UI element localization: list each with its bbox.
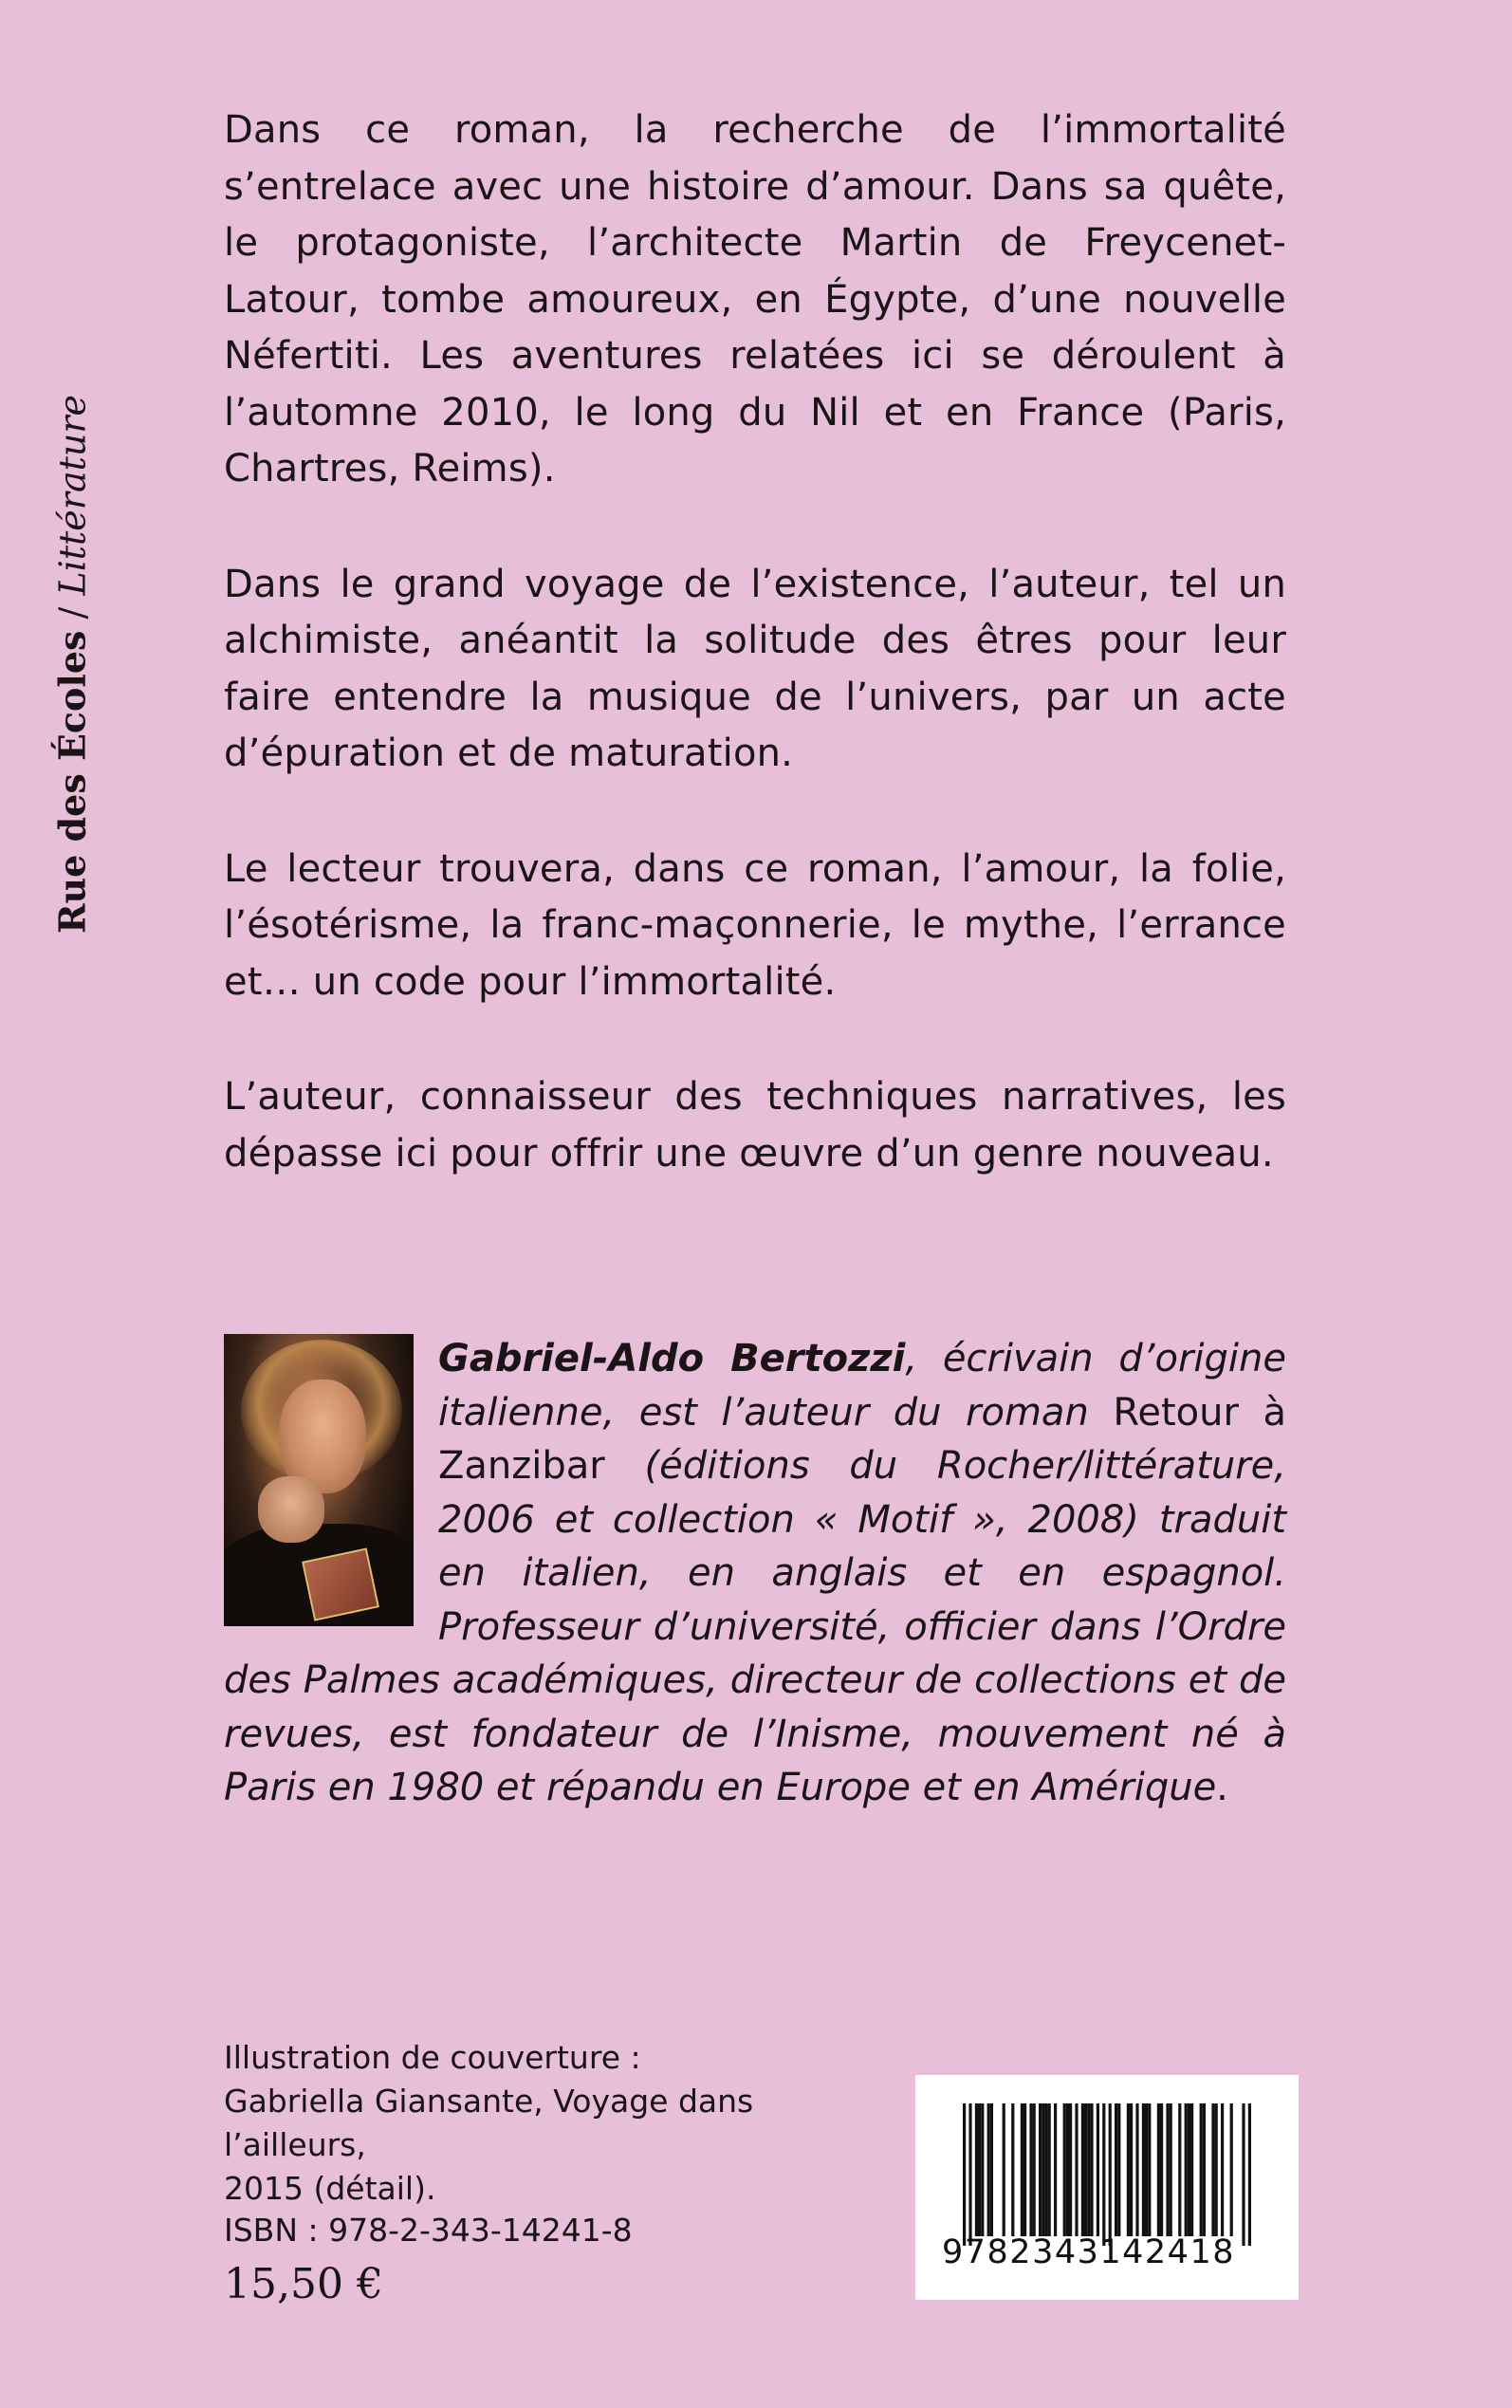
author-bio [224,1332,1286,1815]
author-bio-text: , écrivain d’origine italienne, est l’auteur du roman [438,1337,1286,1435]
spine-text [51,395,94,934]
barcode-bar [1042,2103,1044,2236]
barcode-bar [1230,2103,1233,2236]
barcode-bar [1188,2103,1190,2236]
barcode-bar [963,2103,966,2246]
price: 15,50 € [224,2260,383,2308]
barcode-bar [987,2103,990,2236]
barcode-bar [1115,2103,1117,2236]
book-title: Retour à Zanzibar [438,1390,1286,1488]
barcode-bar [1075,2103,1078,2236]
barcode-bar [1145,2103,1148,2236]
barcode-bar [1033,2103,1036,2236]
barcode-bar [1170,2103,1172,2236]
blurb-paragraph: Le lecteur trouvera, dans ce roman, l’amour, la folie, l’ésotérisme, la franc-maçonnerie, le mythe, l’errance et… un code pour l’immortalité. [224,846,1286,1004]
author-bio-end: . [1216,1766,1228,1809]
barcode-bar [1090,2103,1093,2236]
barcode-bar [1087,2103,1090,2236]
barcode-bar [1011,2103,1014,2236]
genre-name: Littérature [51,394,94,596]
barcode-bar [1242,2103,1245,2246]
barcode-bar [1203,2103,1206,2236]
blurb-paragraph: Dans ce roman, la recherche de l’immortalité s’entrelace avec une histoire d’amour. Dans sa quête, le protagoniste, l’architecte Martin de Freycenet-Latour, tombe amoureux, en Égypte, d’une nouvelle Néfertiti. Les aventures relatées ici se déroulent à l’automne 2010, le long du Nil et en France (Paris, Chartres, Reims). [224,108,1286,491]
author-name: Gabriel-Aldo Bertozzi [438,1337,906,1380]
barcode-bar [1048,2103,1051,2236]
author-photo [224,1334,414,1626]
barcode-bar [1211,2103,1214,2236]
blurb-paragraph: L’auteur, connaisseur des techniques narratives, les dépasse ici pour offrir une œuvre d’un genre nouveau. [224,1075,1286,1176]
barcode-bar [1084,2103,1087,2236]
barcode-digits: 9782343142418 [942,2233,1235,2271]
barcode-bar [1200,2103,1203,2236]
barcode-bar [1185,2103,1188,2236]
author-bio-text: (éditions du Rocher/littérature, 2006 et collection « Motif », 2008) traduit en italien, en anglais et en espagnol. Professeur d’université, officier dans l’Ordre des Palmes académiques, directeur de collections et de revues, est fondateur de l’Inisme, mouvement né à Paris en 1980 et répandu en Europe et en Amérique [224,1444,1286,1809]
barcode-bar [1248,2103,1251,2246]
barcode-bar [968,2103,971,2246]
barcode-bar [1044,2103,1047,2236]
barcode-bar [1117,2103,1120,2236]
barcode-bar [1003,2103,1005,2236]
barcode-bar [1102,2103,1105,2246]
barcode-bar [1127,2103,1130,2236]
barcode-bar [1054,2103,1057,2236]
barcode-bar [1166,2103,1169,2236]
barcode-bar [1039,2103,1042,2236]
barcode-bar [990,2103,993,2236]
blurb-paragraph: Dans le grand voyage de l’existence, l’auteur, tel un alchimiste, anéantit la solitude des êtres pour leur faire entendre la musique de l’univers, par un acte d’épuration et de maturation. [224,562,1286,775]
barcode-bar [1160,2103,1163,2236]
barcode-bar [1063,2103,1066,2236]
barcode-bar [1190,2103,1193,2236]
barcode-bar [1029,2103,1032,2236]
barcode-bar [1066,2103,1069,2236]
barcode-bar [981,2103,984,2236]
barcode-bar [1109,2103,1112,2246]
credits-line: 2015 (détail). [224,2170,436,2207]
barcode-bar [1221,2103,1224,2236]
barcode-bar [1157,2103,1160,2236]
credits-line: Illustration de couverture : [224,2039,641,2076]
blurb [224,102,1286,1241]
barcode-bar [1021,2103,1023,2236]
barcode-bar [1142,2103,1145,2236]
isbn: ISBN : 978-2-343-14241-8 [224,2212,633,2249]
barcode [915,2075,1299,2300]
barcode-bar [1135,2103,1138,2236]
barcode-bar [1081,2103,1084,2236]
barcode-bar [1215,2103,1218,2236]
barcode-bar [975,2103,978,2236]
credits-line: Gabriella Giansante, Voyage dans l’ailleurs, [224,2083,754,2163]
barcode-bar [978,2103,981,2236]
cover-credits [224,2036,888,2211]
barcode-bar [1069,2103,1072,2236]
barcode-bar [1023,2103,1026,2236]
spine-separator: / [51,595,94,631]
barcode-bar [1130,2103,1133,2236]
barcode-bar [1148,2103,1151,2236]
barcode-bar [1178,2103,1181,2236]
series-name: Rue des Écoles [50,630,94,935]
barcode-bar [1097,2103,1099,2236]
